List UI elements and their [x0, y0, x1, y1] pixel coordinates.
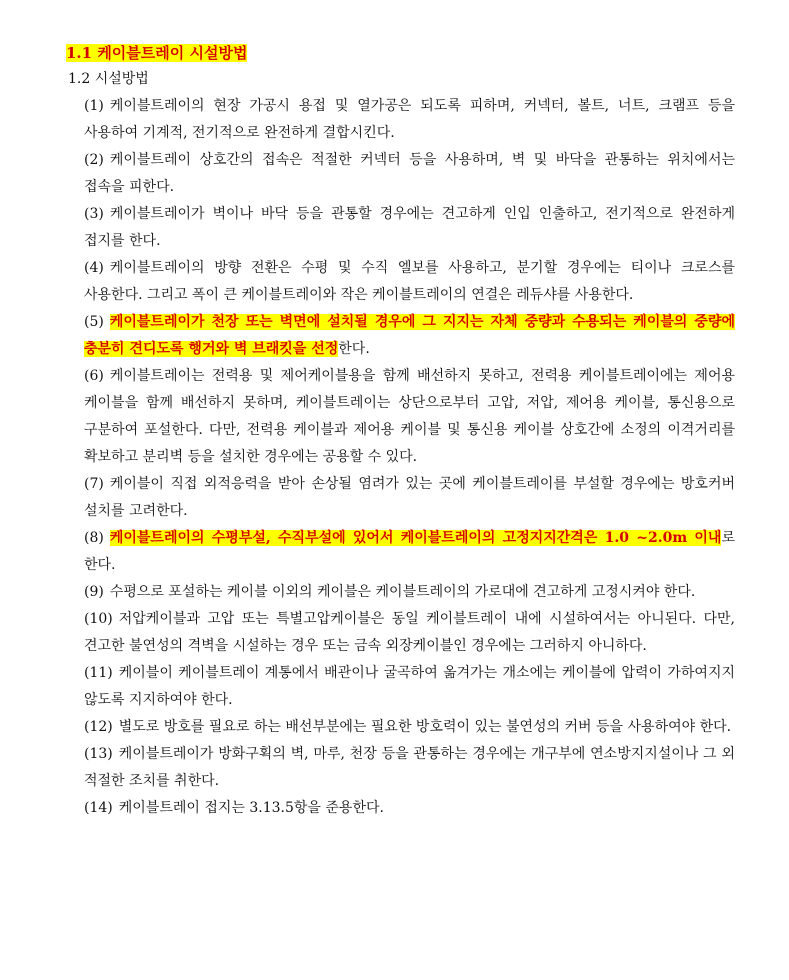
- item-number: (12): [84, 719, 113, 735]
- list-item: [66, 147, 735, 201]
- item-text: 한다.: [338, 341, 370, 357]
- list-item: [66, 471, 735, 525]
- item-text: 케이블트레이 접지는 3.13.5항을 준용한다.: [118, 800, 384, 816]
- item-text: 별도로 방호를 필요로 하는 배선부분에는 필요한 방호력이 있는 불연성의 커버 등을 사용하여야 한다.: [118, 719, 732, 735]
- list-item: [66, 309, 735, 363]
- item-text: 케이블트레이 상호간의 접속은 적절한 커넥터 등을 사용하며, 벽 및 바닥을 관통하는 위치에서는 접속을 피한다.: [84, 152, 735, 195]
- list-item: [66, 741, 735, 795]
- item-number: (14): [84, 800, 113, 816]
- item-text: 케이블트레이는 전력용 및 제어케이블용을 함께 배선하지 못하고, 전력용 케이블트레이에는 제어용 케이블을 함께 배선하지 못하며, 케이블트레이는 상단으로부터 고압, 저압, 제어용 케이블, 통신용으로 구분하여 포설한다. 다만, 전력용 케이블과 제어용 케이블 및 통신용 케이블 상호간에 소정의 이격거리를 확보하고 분리벽 등을 설치한 경우에는 공용할 수 있다.: [84, 368, 735, 465]
- highlighted-text: 케이블트레이가 천장 또는 벽면에 설치될 경우에 그 지지는 자체 중량과 수용되는 케이블의 중량에 충분히 견디도록 행거와 벽 브래킷을 선정: [84, 314, 735, 357]
- item-number: (1): [84, 98, 104, 114]
- highlighted-text: 케이블트레이의 수평부설, 수직부설에 있어서 케이블트레이의 고정지지간격은 1.0 ~2.0m 이내: [109, 530, 722, 546]
- list-item: [66, 525, 735, 579]
- item-text: 케이블이 직접 외적응력을 받아 손상될 염려가 있는 곳에 케이블트레이를 부설할 경우에는 방호커버 설치를 고려한다.: [84, 476, 735, 519]
- document-title-text: 1.1 케이블트레이 시설방법: [66, 44, 248, 62]
- item-text: 케이블트레이가 방화구획의 벽, 마루, 천장 등을 관통하는 경우에는 개구부에 연소방지지설이나 그 외 적절한 조치를 취한다.: [84, 746, 735, 789]
- item-number: (9): [84, 584, 104, 600]
- item-text: 저압케이블과 고압 또는 특별고압케이블은 동일 케이블트레이 내에 시설하여서는 아니된다. 다만, 견고한 불연성의 격벽을 시설하는 경우 또는 금속 외장케이블인 경우에는 그러하지 아니하다.: [84, 611, 735, 654]
- list-item: [66, 714, 735, 741]
- item-number: (2): [84, 152, 104, 168]
- item-text: 케이블트레이의 방향 전환은 수평 및 수직 엘보를 사용하고, 분기할 경우에는 티이나 크로스를 사용한다. 그리고 폭이 큰 케이블트레이와 작은 케이블트레이의 연결은 레듀샤를 사용한다.: [84, 260, 735, 303]
- item-number: (10): [84, 611, 113, 627]
- item-number: (11): [84, 665, 113, 681]
- list-item: [66, 579, 735, 606]
- item-number: (7): [84, 476, 104, 492]
- installation-method-list: [66, 93, 735, 822]
- item-text: 케이블이 케이블트레이 계통에서 배관이나 굴곡하여 옮겨가는 개소에는 케이블에 압력이 가하여지지 않도록 지지하여야 한다.: [84, 665, 735, 708]
- list-item: [66, 201, 735, 255]
- list-item: [66, 795, 735, 822]
- item-text: 로 한다.: [84, 530, 735, 573]
- list-item: [66, 606, 735, 660]
- item-text: 케이블트레이의 현장 가공시 용접 및 열가공은 되도록 피하며, 커넥터, 볼트, 너트, 크램프 등을 사용하여 기계적, 전기적으로 완전하게 결합시킨다.: [84, 98, 735, 141]
- list-item: [66, 255, 735, 309]
- item-text: 수평으로 포설하는 케이블 이외의 케이블은 케이블트레이의 가로대에 견고하게 고정시켜야 한다.: [109, 584, 696, 600]
- item-number: (6): [84, 368, 104, 384]
- list-item: [66, 93, 735, 147]
- item-number: (4): [84, 260, 104, 276]
- item-number: (13): [84, 746, 113, 762]
- document-title: [66, 42, 735, 64]
- item-text: 케이블트레이가 벽이나 바닥 등을 관통할 경우에는 견고하게 인입 인출하고, 전기적으로 완전하게 접지를 한다.: [84, 206, 735, 249]
- list-item: [66, 363, 735, 471]
- item-number: (5): [84, 314, 104, 330]
- section-heading: 1.2 시설방법: [68, 71, 149, 87]
- item-number: (8): [84, 530, 104, 546]
- list-item: [66, 660, 735, 714]
- item-number: (3): [84, 206, 104, 222]
